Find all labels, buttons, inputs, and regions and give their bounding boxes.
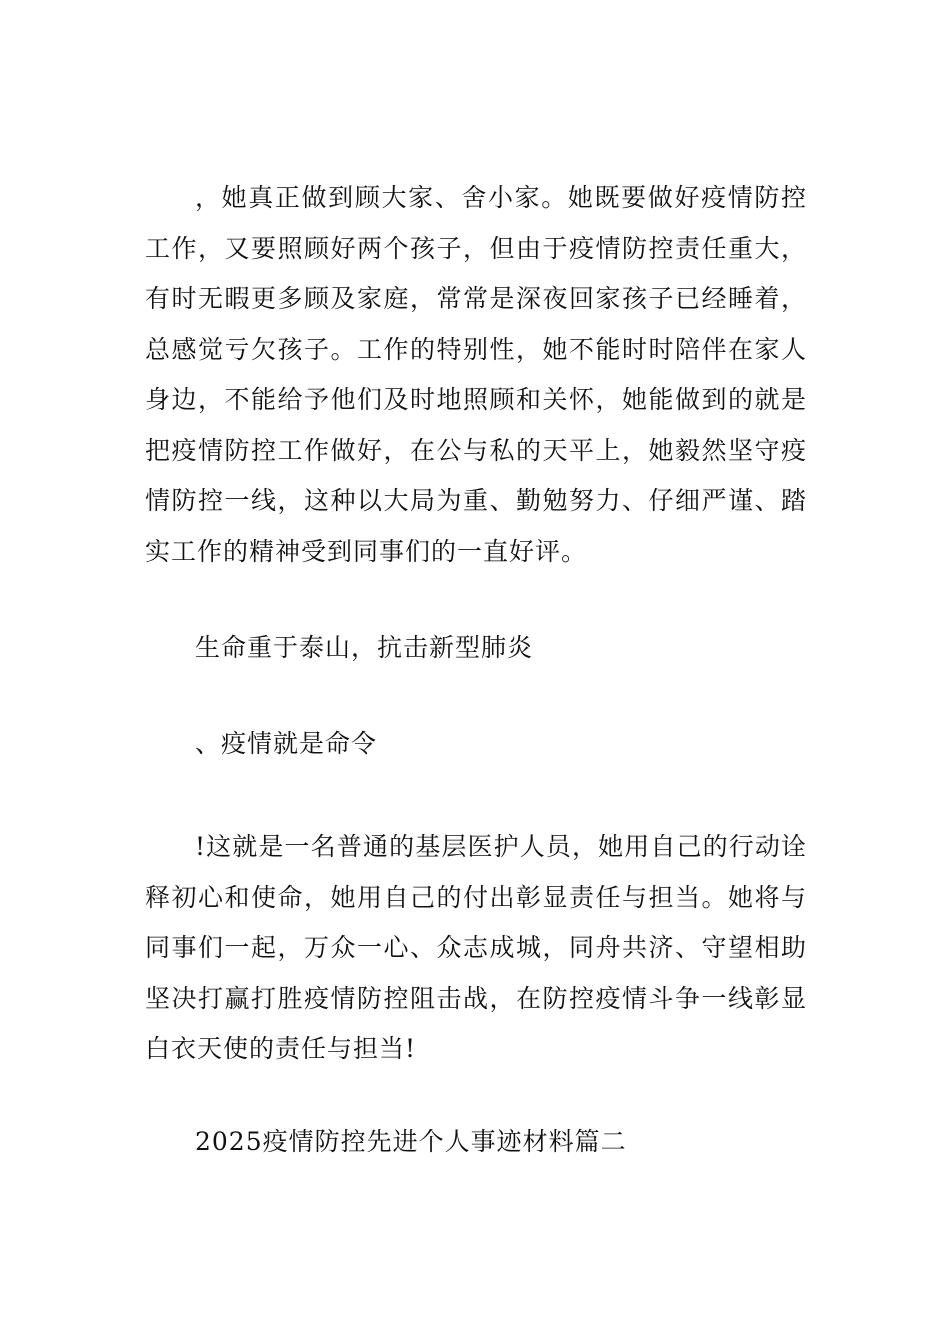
- section-heading-3: 2025疫情防控先进个人事迹材料篇二: [195, 1127, 627, 1156]
- section-heading-2: 、疫情就是命令: [195, 729, 378, 758]
- body-paragraph-2: !这就是一名普通的基层医护人员，她用自己的行动诠释初心和使命，她用自己的付出彰显责任与担当。她将与同事们一起，万众一心、众志成城，同舟共济、守望相助坚决打赢打胜疫情防控阻击战，在防控疫情斗争一线彰显白衣天使的责任与担当!: [145, 832, 807, 1063]
- section-heading-1: 生命重于泰山，抗击新型肺炎: [195, 633, 534, 662]
- body-paragraph-1: ，她真正做到顾大家、舍小家。她既要做好疫情防控工作，又要照顾好两个孩子，但由于疫情防控责任重大，有时无暇更多顾及家庭，常常是深夜回家孩子已经睡着，总感觉亏欠孩子。工作的特别性，她不能时时陪伴在家人身边，不能给予他们及时地照顾和关怀，她能做到的就是把疫情防控工作做好，在公与私的天平上，她毅然坚守疫情防控一线，这种以大局为重、勤勉努力、仔细严谨、踏实工作的精神受到同事们的一直好评。: [145, 183, 807, 566]
